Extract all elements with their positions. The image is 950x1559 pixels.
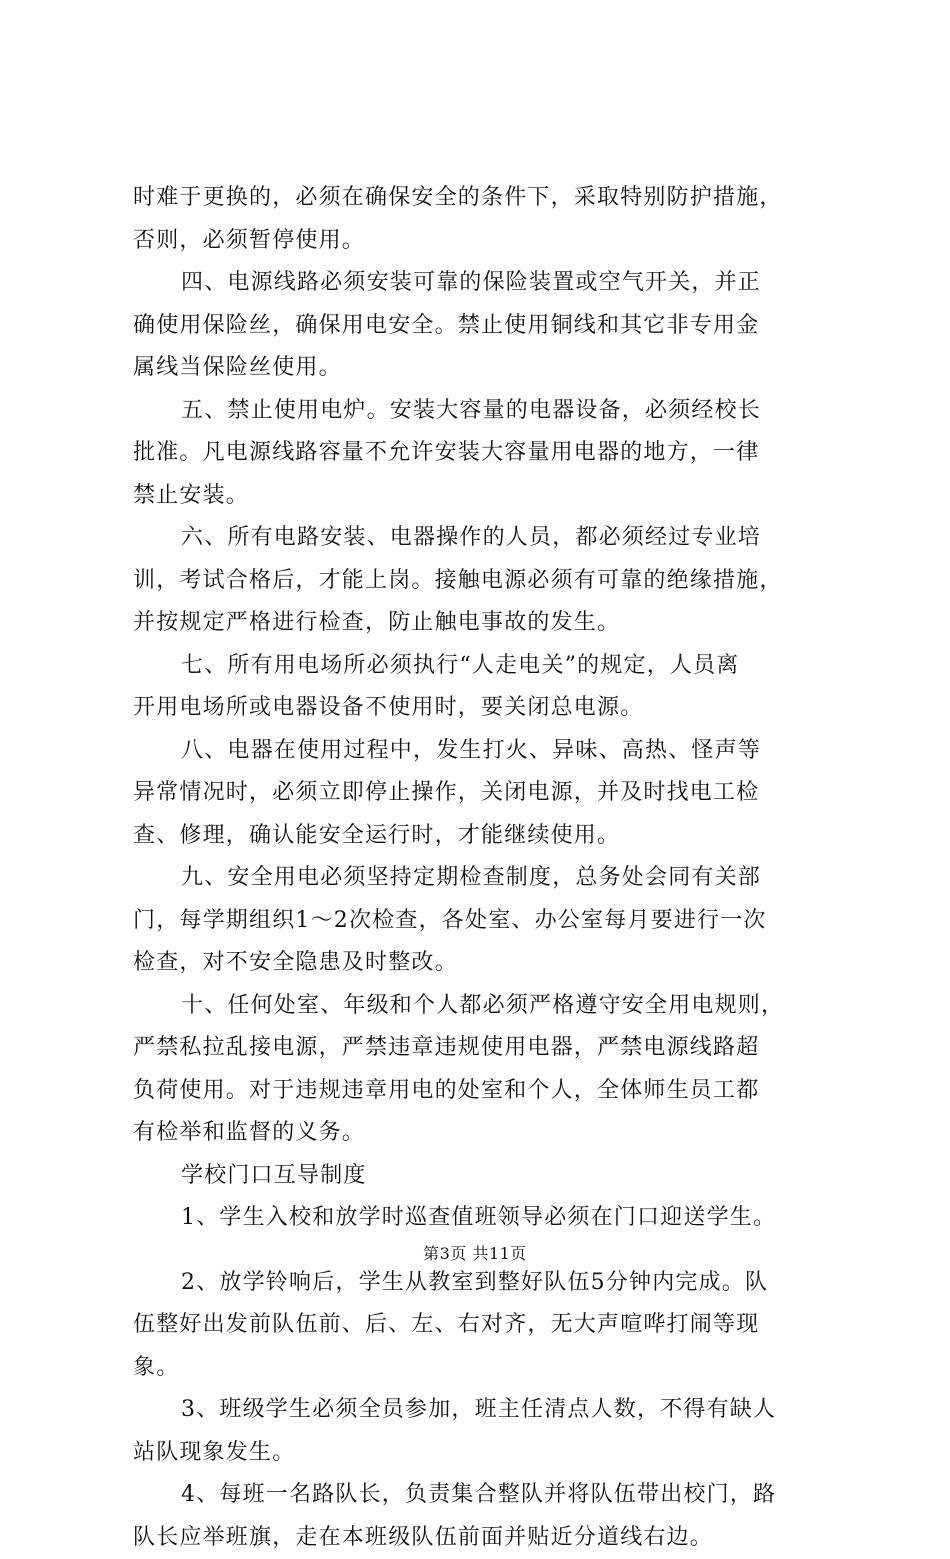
- text-line: 异常情况时，必须立即停止操作，关闭电源，并及时找电工检: [133, 772, 833, 815]
- text-line: 时难于更换的，必须在确保安全的条件下，采取特别防护措施，: [133, 177, 833, 220]
- text-line: 六、所有电路安装、电器操作的人员，都必须经过专业培: [133, 517, 833, 560]
- text-line: 五、禁止使用电炉。安装大容量的电器设备，必须经校长: [133, 390, 833, 433]
- text-line: 批准。凡电源线路容量不允许安装大容量用电器的地方，一律: [133, 432, 833, 475]
- text-line: 负荷使用。对于违规违章用电的处室和个人，全体师生员工都: [133, 1070, 833, 1113]
- text-line: 伍整好出发前队伍前、后、左、右对齐，无大声喧哗打闹等现: [133, 1304, 833, 1347]
- text-line: 4、每班一名路队长，负责集合整队并将队伍带出校门，路: [133, 1474, 833, 1517]
- text-line: 否则，必须暂停使用。: [133, 220, 833, 263]
- text-line: 禁止安装。: [133, 475, 833, 518]
- text-line: 队长应举班旗，走在本班级队伍前面并贴近分道线右边。: [133, 1517, 833, 1559]
- text-line: 十、任何处室、年级和个人都必须严格遵守安全用电规则，: [133, 985, 833, 1028]
- text-line: 2、放学铃响后，学生从教室到整好队伍5分钟内完成。队: [133, 1262, 833, 1305]
- text-line: 八、电器在使用过程中，发生打火、异味、高热、怪声等: [133, 730, 833, 773]
- text-line: 七、所有用电场所必须执行“人走电关”的规定，人员离: [133, 645, 833, 688]
- text-line: 开用电场所或电器设备不使用时，要关闭总电源。: [133, 687, 833, 730]
- text-line: 学校门口互导制度: [133, 1155, 833, 1198]
- text-line: 1、学生入校和放学时巡查值班领导必须在门口迎送学生。: [133, 1197, 833, 1240]
- text-line: 九、安全用电必须坚持定期检查制度，总务处会同有关部: [133, 857, 833, 900]
- text-line: 训，考试合格后，才能上岗。接触电源必须有可靠的绝缘措施，: [133, 560, 833, 603]
- text-line: 查、修理，确认能安全运行时，才能继续使用。: [133, 815, 833, 858]
- text-line: 3、班级学生必须全员参加，班主任清点人数，不得有缺人: [133, 1389, 833, 1432]
- text-line: 属线当保险丝使用。: [133, 347, 833, 390]
- text-line: 严禁私拉乱接电源，严禁违章违规使用电器，严禁电源线路超: [133, 1027, 833, 1070]
- document-body: [133, 177, 833, 1559]
- page-footer: 第3页 共11页: [0, 1241, 950, 1264]
- text-line: 并按规定严格进行检查，防止触电事故的发生。: [133, 602, 833, 645]
- text-line: 门，每学期组织1～2次检查，各处室、办公室每月要进行一次: [133, 900, 833, 943]
- text-line: 确使用保险丝，确保用电安全。禁止使用铜线和其它非专用金: [133, 305, 833, 348]
- text-line: 站队现象发生。: [133, 1432, 833, 1475]
- text-line: 四、电源线路必须安装可靠的保险装置或空气开关，并正: [133, 262, 833, 305]
- text-line: 有检举和监督的义务。: [133, 1112, 833, 1155]
- text-line: 检查，对不安全隐患及时整改。: [133, 942, 833, 985]
- text-line: 象。: [133, 1347, 833, 1390]
